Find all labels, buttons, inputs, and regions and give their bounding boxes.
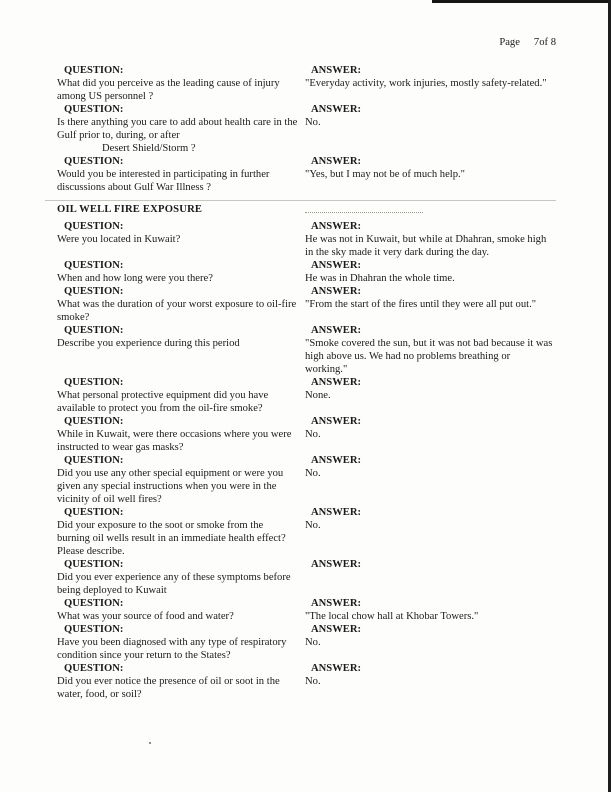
qa-block xyxy=(57,623,556,662)
section-header-row xyxy=(45,200,556,217)
answer-text: He was not in Kuwait, but while at Dhahran, smoke high in the sky made it very dark during the day. xyxy=(305,234,547,258)
qa-block xyxy=(57,454,556,506)
question-text xyxy=(57,272,305,285)
qa-block xyxy=(57,662,556,701)
question-text xyxy=(57,298,305,324)
qa-block xyxy=(57,220,556,259)
question-text-line: Would you be interested in participating in further discussions about Gulf War Illness ? xyxy=(57,169,270,193)
page-number-label: Page xyxy=(499,37,520,48)
qa-block xyxy=(57,103,556,155)
page-number-value: 7of 8 xyxy=(533,37,556,48)
question-text xyxy=(57,467,305,506)
question-label: QUESTION: xyxy=(64,325,124,336)
question-text xyxy=(57,610,305,623)
answer-label: ANSWER: xyxy=(311,598,362,609)
question-label: QUESTION: xyxy=(64,260,124,271)
answer-label: ANSWER: xyxy=(311,416,362,427)
answer-label: ANSWER: xyxy=(311,156,362,167)
question-text xyxy=(57,675,305,701)
question-label: QUESTION: xyxy=(64,65,124,76)
qa-block xyxy=(57,324,556,376)
qa-block xyxy=(57,155,556,194)
question-text xyxy=(57,337,305,376)
answer-label: ANSWER: xyxy=(311,507,362,518)
qa-block xyxy=(57,506,556,558)
question-label: QUESTION: xyxy=(64,624,124,635)
question-text-line: While in Kuwait, were there occasions where you were instructed to wear gas masks? xyxy=(57,429,292,453)
question-text xyxy=(57,636,305,662)
qa-block xyxy=(57,64,556,103)
answer-label: ANSWER: xyxy=(311,624,362,635)
answer-text: "The local chow hall at Khobar Towers." xyxy=(305,611,479,622)
question-text-line: Did you use any other special equipment or were you given any special instructions when you were in the vicinity of oil well fires? xyxy=(57,468,284,505)
answer-text: No. xyxy=(305,117,321,128)
answer-label: ANSWER: xyxy=(311,260,362,271)
answer-label: ANSWER: xyxy=(311,663,362,674)
document-body xyxy=(57,64,556,701)
question-text xyxy=(57,519,305,558)
question-text-line: What did you perceive as the leading cause of injury among US personnel ? xyxy=(57,78,280,102)
answer-text: "Smoke covered the sun, but it was not bad because it was high above us. We had no problems breathing or working." xyxy=(305,338,553,375)
answer-text: No. xyxy=(305,429,321,440)
scan-speckle xyxy=(149,742,151,744)
question-text-line: When and how long were you there? xyxy=(57,273,213,284)
answer-label: ANSWER: xyxy=(311,377,362,388)
question-text xyxy=(57,571,305,597)
question-text xyxy=(57,428,305,454)
question-text-line: Have you been diagnosed with any type of respiratory condition since your return to the States? xyxy=(57,637,287,661)
question-text-line: What was the duration of your worst exposure to oil-fire smoke? xyxy=(57,299,297,323)
answer-label: ANSWER: xyxy=(311,104,362,115)
qa-block xyxy=(57,376,556,415)
answer-text: No. xyxy=(305,468,321,479)
question-text-line: Were you located in Kuwait? xyxy=(57,234,181,245)
answer-text: No. xyxy=(305,637,321,648)
question-label: QUESTION: xyxy=(64,663,124,674)
page-number xyxy=(499,36,556,49)
question-label: QUESTION: xyxy=(64,598,124,609)
question-text xyxy=(57,168,305,194)
question-label: QUESTION: xyxy=(64,416,124,427)
question-label: QUESTION: xyxy=(64,507,124,518)
answer-text: "Yes, but I may not be of much help." xyxy=(305,169,465,180)
answer-text: No. xyxy=(305,520,321,531)
dotted-rule xyxy=(305,212,423,213)
qa-block xyxy=(57,597,556,623)
question-text-line: Is there anything you care to add about health care in the Gulf prior to, during, or after xyxy=(57,117,298,141)
answer-label: ANSWER: xyxy=(311,325,362,336)
question-label: QUESTION: xyxy=(64,221,124,232)
answer-text: None. xyxy=(305,390,331,401)
question-text-line: Describe you experience during this period xyxy=(57,338,240,349)
qa-block xyxy=(57,415,556,454)
question-text-indent: Desert Shield/Storm ? xyxy=(102,143,196,154)
answer-text xyxy=(305,571,556,597)
question-label: QUESTION: xyxy=(64,455,124,466)
question-text-line: Did you ever notice the presence of oil or soot in the water, food, or soil? xyxy=(57,676,280,700)
question-label: QUESTION: xyxy=(64,377,124,388)
question-label: QUESTION: xyxy=(64,104,124,115)
answer-label: ANSWER: xyxy=(311,65,362,76)
question-text-line: What was your source of food and water? xyxy=(57,611,234,622)
question-text xyxy=(57,389,305,415)
answer-text: No. xyxy=(305,676,321,687)
scan-artifact-top-edge xyxy=(432,0,611,3)
answer-label: ANSWER: xyxy=(311,286,362,297)
question-label: QUESTION: xyxy=(64,156,124,167)
qa-block xyxy=(57,259,556,285)
question-text-line: Did your exposure to the soot or smoke from the burning oil wells result in an immediate health effect? Please describe. xyxy=(57,520,286,557)
question-label: QUESTION: xyxy=(64,286,124,297)
answer-text: "From the start of the fires until they were all put out." xyxy=(305,299,537,310)
question-text-line: Did you ever experience any of these symptoms before being deployed to Kuwait xyxy=(57,572,291,596)
question-label: QUESTION: xyxy=(64,559,124,570)
question-text xyxy=(57,77,305,103)
answer-label: ANSWER: xyxy=(311,559,362,570)
answer-label: ANSWER: xyxy=(311,455,362,466)
question-text xyxy=(57,116,305,155)
question-text xyxy=(57,233,305,259)
qa-block xyxy=(57,558,556,597)
answer-text: He was in Dhahran the whole time. xyxy=(305,273,455,284)
answer-label: ANSWER: xyxy=(311,221,362,232)
section-title: OIL WELL FIRE EXPOSURE xyxy=(57,204,203,215)
answer-text: "Everyday activity, work injuries, mostly safety-related." xyxy=(305,78,547,89)
qa-block xyxy=(57,285,556,324)
question-text-line: What personal protective equipment did you have available to protect you from the oil-fire smoke? xyxy=(57,390,269,414)
